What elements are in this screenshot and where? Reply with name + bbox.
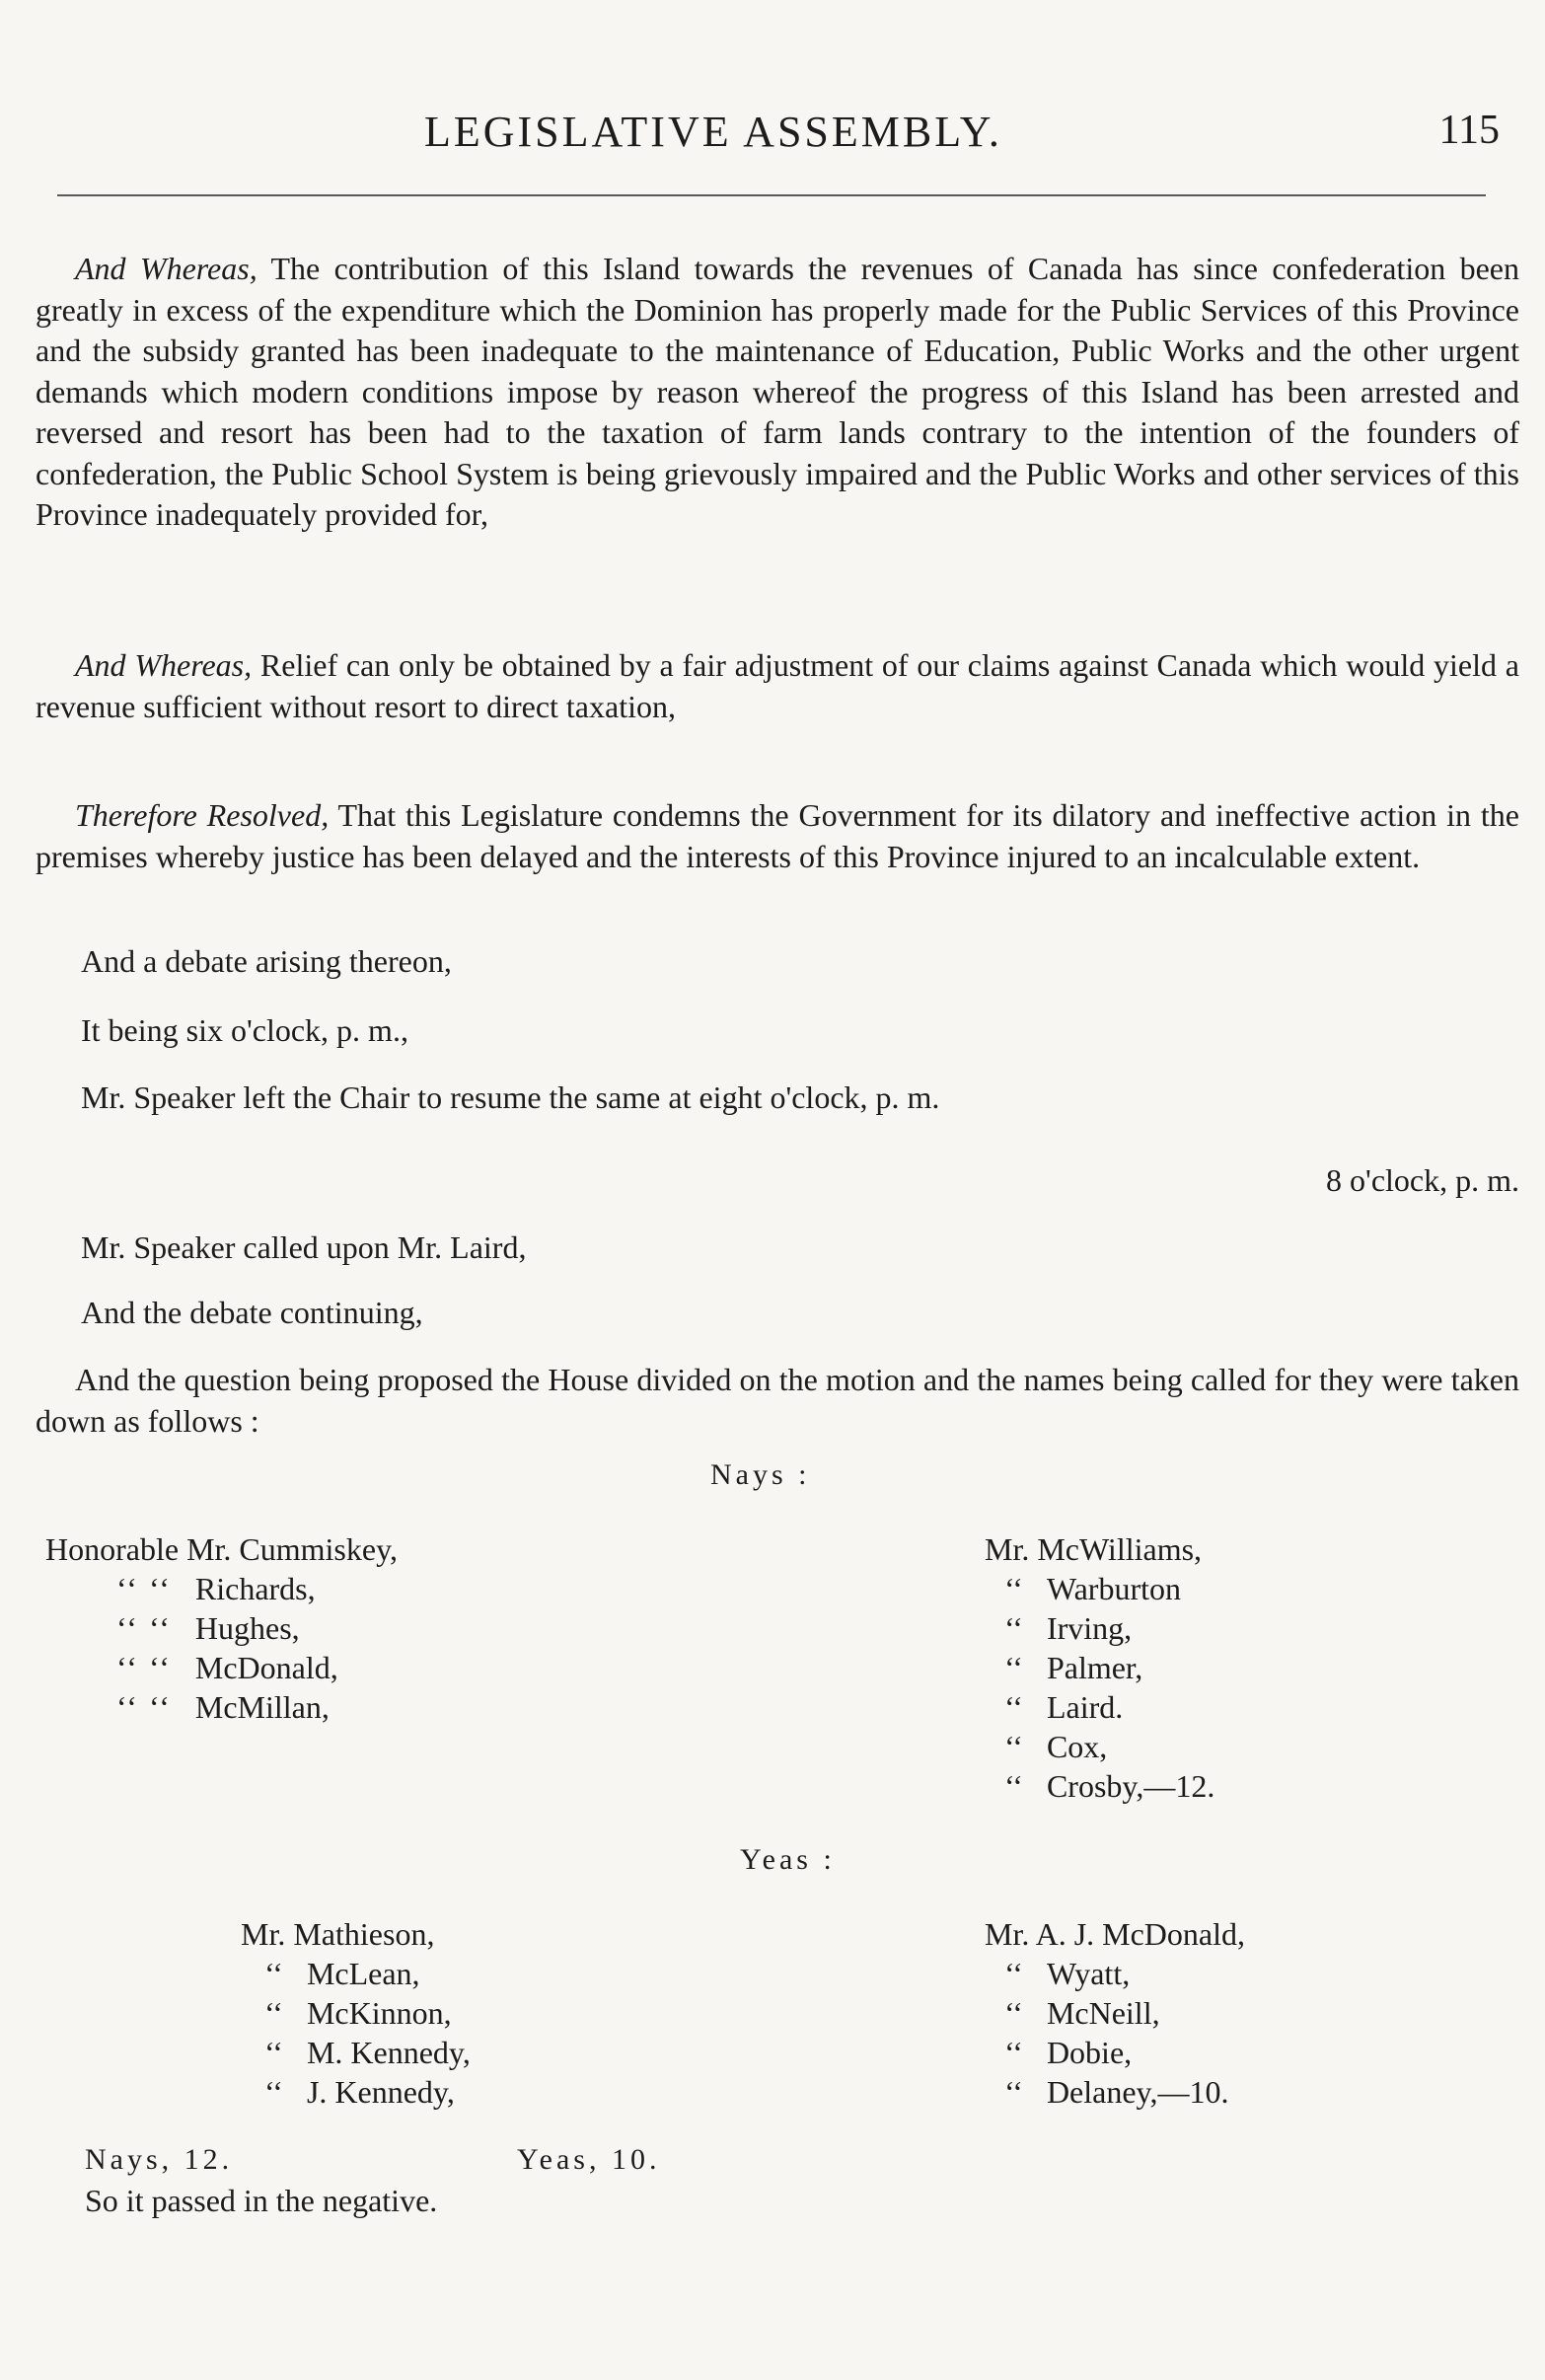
paragraph-lead: And Whereas,: [75, 251, 258, 286]
page-number: 115: [1438, 108, 1500, 153]
debate-line: And a debate arising thereon,: [81, 943, 452, 979]
nays-tally: Nays, 12.: [85, 2143, 234, 2176]
paragraph-lead: Therefore Resolved,: [75, 797, 330, 833]
paragraph-text: Relief can only be obtained by a fair adjustment of our claims against Canada which would yield a revenue sufficient without resort to direct taxation,: [36, 647, 1520, 724]
result-line: So it passed in the negative.: [85, 2183, 438, 2218]
list-item: ‘‘ Delaney,—10.: [1004, 2074, 1229, 2110]
running-title: LEGISLATIVE ASSEMBLY.: [424, 108, 1002, 156]
division-paragraph: And the question being proposed the House divided on the motion and the names being called for they were taken down as follows :: [36, 1362, 1519, 1439]
list-item: Mr. A. J. McDonald,: [985, 1916, 1245, 1952]
list-item: ‘‘ Cox,: [1004, 1729, 1108, 1764]
list-item: ‘‘ ‘‘ McDonald,: [116, 1650, 338, 1685]
resolved-paragraph: [36, 795, 1519, 877]
list-item: ‘‘ Crosby,—12.: [1004, 1768, 1215, 1804]
list-item: ‘‘ ‘‘ Hughes,: [116, 1610, 300, 1646]
whereas-paragraph-1: [36, 249, 1519, 536]
list-item: ‘‘ Wyatt,: [1004, 1956, 1131, 1991]
list-item: Mr. McWilliams,: [985, 1531, 1203, 1567]
yeas-tally: Yeas, 10.: [517, 2143, 661, 2176]
list-item: Honorable Mr. Cummiskey,: [45, 1531, 398, 1567]
yeas-heading: Yeas :: [740, 1843, 836, 1876]
list-item: ‘‘ McKinnon,: [264, 1995, 452, 2031]
debate-continuing-line: And the debate continuing,: [81, 1295, 423, 1330]
paragraph-text: The contribution of this Island towards the revenues of Canada has since confederation been greatly in excess of the expenditure which the Dominion has properly made for the Public Services of this Province and the subsidy granted has been inadequate to the maintenance of Education, Public Works and the other urgent demands which modern conditions impose by reason whereof the progress of this Island has been arrested and reversed and resort has been had to the taxation of farm lands contrary to the intention of the founders of confederation, the Public School System is being grievously impaired and the Public Works and other services of this Province inadequately provided for,: [36, 251, 1520, 532]
speaker-called-line: Mr. Speaker called upon Mr. Laird,: [81, 1229, 527, 1265]
list-item: ‘‘ ‘‘ Richards,: [116, 1571, 316, 1606]
six-oclock-line: It being six o'clock, p. m.,: [81, 1012, 408, 1048]
list-item: ‘‘ ‘‘ McMillan,: [116, 1689, 330, 1725]
page-header: [0, 107, 1545, 166]
list-item: ‘‘ McLean,: [264, 1956, 420, 1991]
paragraph-text: That this Legislature condemns the Government for its dilatory and ineffective action in the premises whereby justice has been delayed and the interests of this Province injured to an incalculable extent.: [36, 797, 1520, 874]
list-item: ‘‘ Warburton: [1004, 1571, 1181, 1606]
paragraph-lead: And Whereas,: [75, 647, 253, 683]
list-item: ‘‘ Laird.: [1004, 1689, 1124, 1725]
eight-oclock-line: 8 o'clock, p. m.: [1326, 1162, 1519, 1198]
list-item: Mr. Mathieson,: [241, 1916, 435, 1952]
list-item: ‘‘ Palmer,: [1004, 1650, 1143, 1685]
list-item: ‘‘ McNeill,: [1004, 1995, 1160, 2031]
list-item: ‘‘ Irving,: [1004, 1610, 1133, 1646]
header-rule: [57, 194, 1486, 196]
speaker-left-line: Mr. Speaker left the Chair to resume the same at eight o'clock, p. m.: [81, 1079, 940, 1115]
list-item: ‘‘ J. Kennedy,: [264, 2074, 455, 2110]
list-item: ‘‘ Dobie,: [1004, 2035, 1133, 2070]
whereas-paragraph-2: [36, 645, 1519, 727]
nays-heading: Nays :: [710, 1458, 811, 1491]
list-item: ‘‘ M. Kennedy,: [264, 2035, 471, 2070]
